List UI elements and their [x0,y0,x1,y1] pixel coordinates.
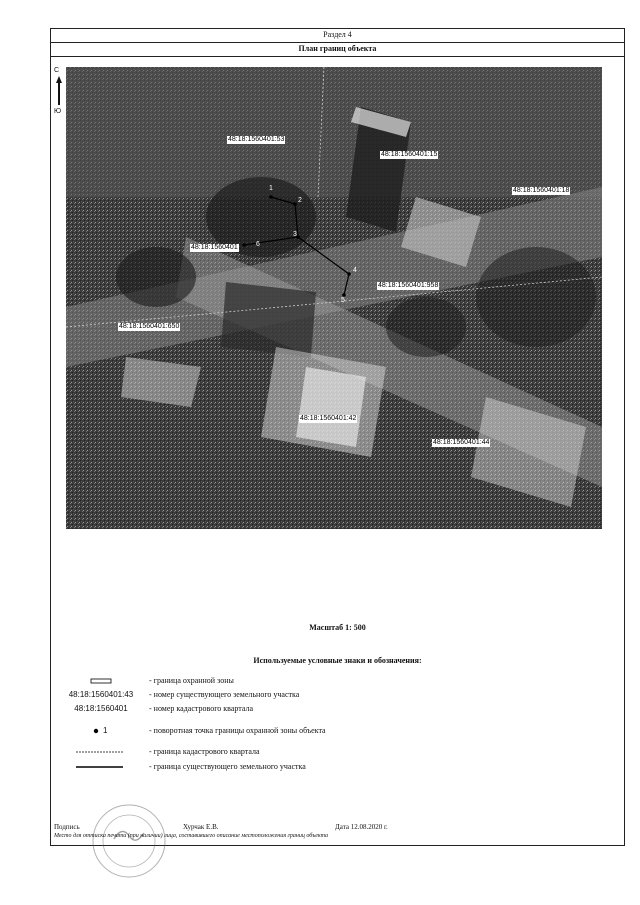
parcel-label: 48:18:1560401:958 [378,282,439,289]
signature-date: Дата 12.08.2020 г. [335,823,388,831]
parcel-number-symbol: 48:18:1560401:43 [68,690,134,699]
seal-stamp [89,801,169,881]
quarter-number-symbol: 48:18:1560401 [74,704,128,713]
parcel-label: 48:18:1560401:650 [119,323,180,330]
legend-label: - граница существующего земельного участка [149,762,306,771]
scale-text: Масштаб 1: 500 [309,623,366,632]
legend-item [51,703,624,717]
parcel-label: 48:18:1560401:44 [433,439,490,446]
point-label: 4 [353,267,357,274]
legend-label: - поворотная точка границы охранной зоны объекта [149,726,326,735]
zone-boundary-symbol [61,675,141,689]
point-label: 1 [269,185,273,192]
legend-label: - номер существующего земельного участка [149,690,300,699]
parcel-label: 48:18:1560401:15 [381,151,438,158]
turning-point-marker [269,195,273,199]
legend-label: - граница кадастрового квартала [149,747,260,756]
parcel-boundary-symbol [61,761,141,775]
legend-label: - граница охранной зоны [149,676,234,685]
turning-point-marker [347,272,351,276]
legend-item [51,689,624,703]
legend-item [51,725,624,739]
point-label: 2 [298,197,302,204]
compass-south: Ю [54,108,62,115]
stamp-note: Место для оттиска печати (при наличии) лица, составившего описание местоположения границ объекта [54,833,329,839]
parcel-label: 48:18:1560401:53 [228,136,285,143]
parcel-label: 48:18:1560401:42 [300,415,357,422]
legend-title: Используемые условные знаки и обозначения: [253,656,422,665]
point-label: 5 [341,297,345,304]
document-frame [50,28,625,846]
signature-label: Подпись [54,823,80,831]
compass-icon [54,67,64,115]
signer-name: Хурчак Е.В. [183,823,219,831]
turning-point-symbol: 1 [61,725,141,739]
section-title: Раздел 4 [51,29,624,43]
plan-title: План границ объекта [51,43,624,57]
turning-point-marker [293,202,297,206]
legend-label: - номер кадастрового квартала [149,704,254,713]
legend-item [51,675,624,689]
point-label: 3 [293,231,297,238]
turning-point-marker [242,243,246,247]
point-label: 6 [256,241,260,248]
legend-item [51,746,624,760]
parcel-label: 48:18:1560401 [191,244,238,251]
compass-north: С [54,67,60,74]
legend-item [51,761,624,775]
quarter-boundary-symbol [61,746,141,760]
parcel-label: 48:18:1560401:18 [513,187,570,194]
map-image [66,67,602,529]
